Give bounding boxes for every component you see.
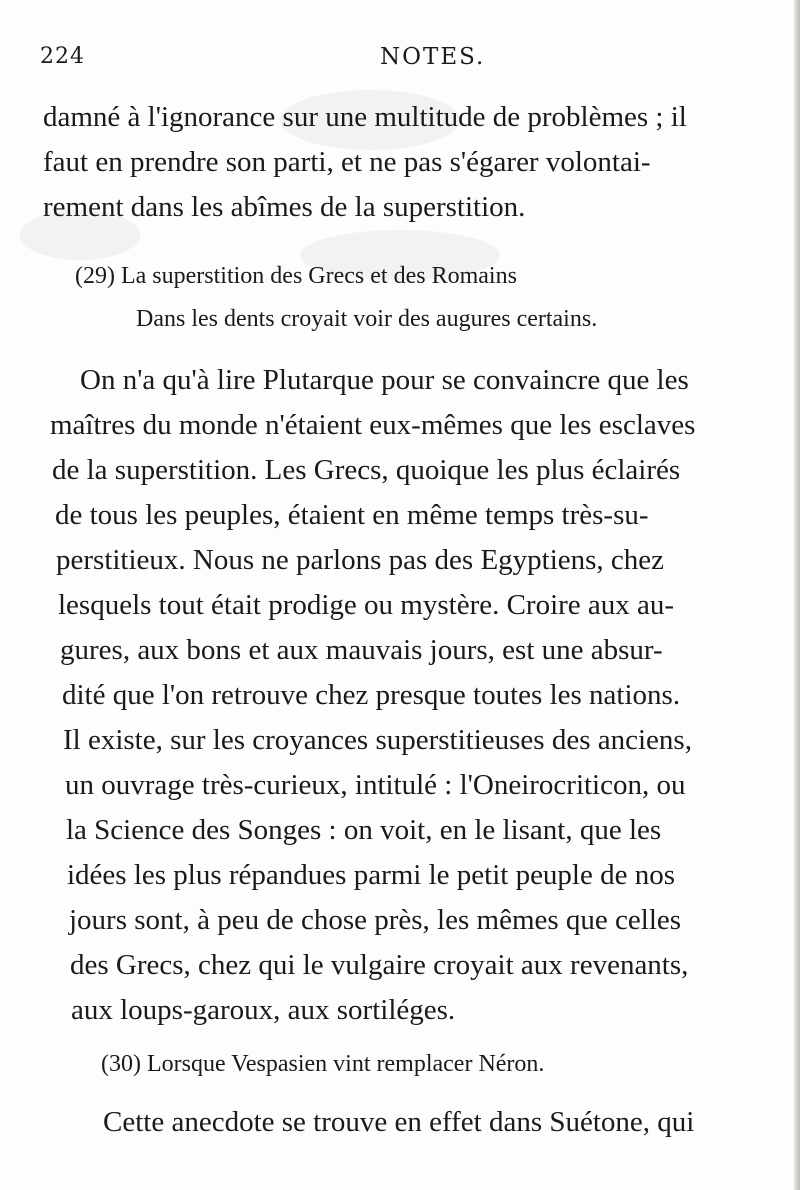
text-line: faut en prendre son parti, et ne pas s'égarer volontai-	[43, 146, 651, 178]
text-line: damné à l'ignorance sur une multitude de problèmes ; il	[43, 101, 687, 133]
note-quote: Lorsque Vespasien vint remplacer Néron.	[146, 1051, 545, 1077]
page-edge-shadow	[794, 0, 800, 1190]
text-line: des Grecs, chez qui le vulgaire croyait aux revenants,	[70, 949, 689, 981]
text-line: idées les plus répandues parmi le petit peuple de nos	[67, 859, 676, 891]
text-line: un ouvrage très-curieux, intitulé : l'Oneirocriticon, ou	[65, 769, 686, 801]
text-line: dité que l'on retrouve chez presque toutes les nations.	[62, 679, 681, 711]
note-29-header	[75, 264, 517, 288]
text-line: maîtres du monde n'étaient eux-mêmes que les esclaves	[50, 409, 696, 441]
text-line: Il existe, sur les croyances superstitieuses des anciens,	[63, 724, 692, 756]
note-quote: Dans les dents croyait voir des augures certains.	[136, 306, 598, 332]
text-line: jours sont, à peu de chose près, les mêmes que celles	[69, 904, 682, 936]
text-line: de tous les peuples, étaient en même temps très-su-	[55, 499, 649, 531]
text-line: perstitieux. Nous ne parlons pas des Egyptiens, chez	[56, 544, 665, 576]
text-line: gures, aux bons et aux mauvais jours, est une absur-	[60, 634, 663, 666]
running-title: NOTES.	[380, 44, 486, 70]
page-number: 224	[40, 44, 85, 69]
text-line: lesquels tout était prodige ou mystère. Croire aux au-	[58, 589, 675, 621]
text-line: la Science des Songes : on voit, en le lisant, que les	[66, 814, 662, 846]
text-line: aux loups-garoux, aux sortiléges.	[71, 994, 456, 1026]
text-line: rement dans les abîmes de la superstition.	[43, 191, 526, 223]
text-line: de la superstition. Les Grecs, quoique les plus éclairés	[52, 454, 681, 486]
page-header	[40, 44, 760, 84]
note-number: (29)	[75, 263, 115, 289]
note-30-header	[101, 1052, 544, 1076]
text-line: On n'a qu'à lire Plutarque pour se convaincre que les	[80, 364, 689, 396]
note-quote: La superstition des Grecs et des Romains	[120, 263, 517, 289]
note-number: (30)	[101, 1051, 141, 1077]
text-line: Cette anecdote se trouve en effet dans Suétone, qui	[103, 1106, 695, 1138]
